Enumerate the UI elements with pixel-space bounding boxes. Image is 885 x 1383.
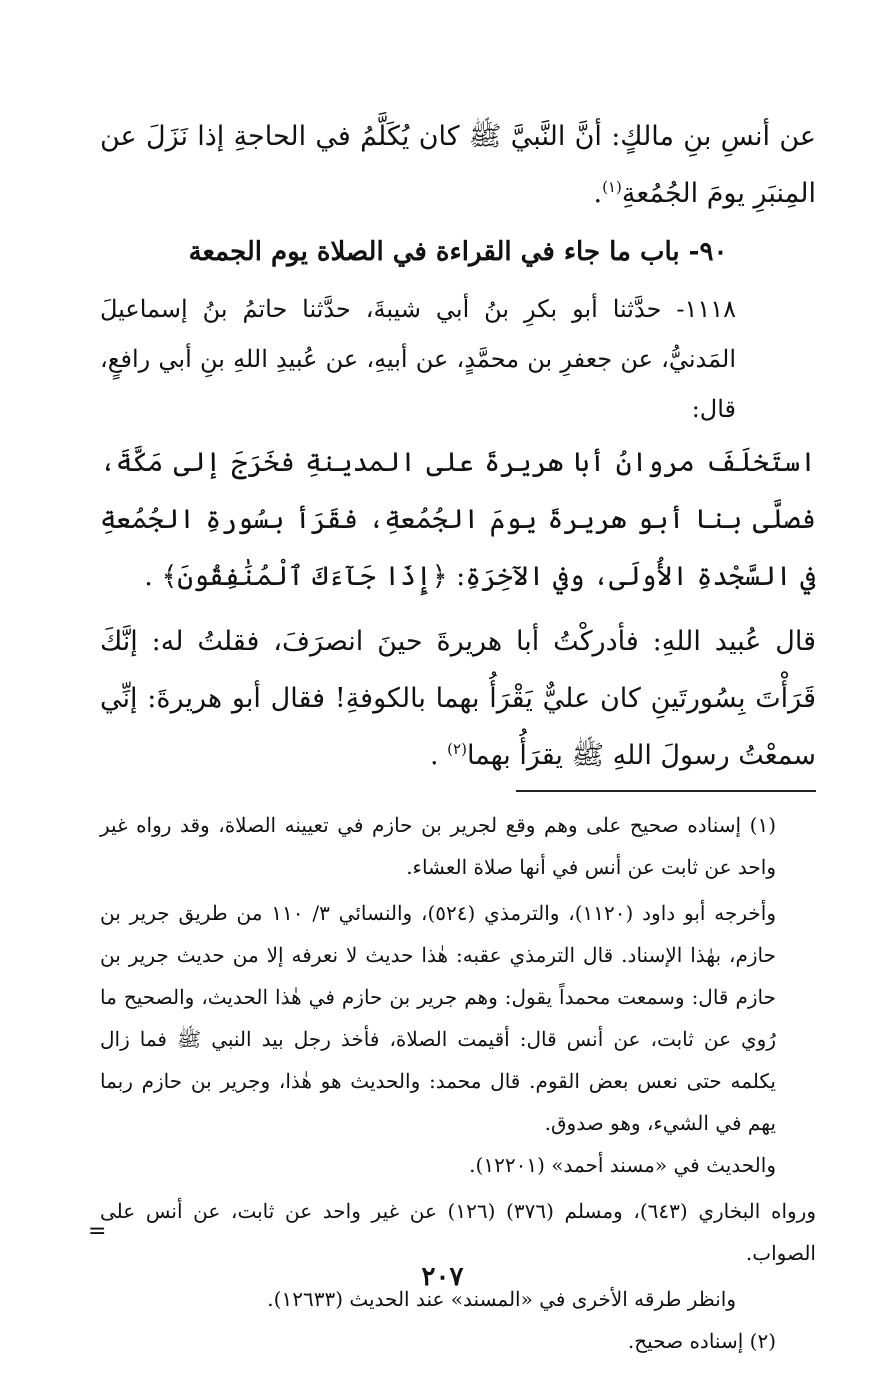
footnote-1-para-1: (١) إسناده صحيح على وهم وقع لجرير بن حازم في تعيينه الصلاة، وقد رواه غير واحد عن ثابت عن أنس في أنها صلاة العشاء.	[100, 813, 776, 879]
page-content	[100, 108, 816, 1362]
top-paragraph-end: .	[593, 178, 603, 209]
top-paragraph-text: عن أنسِ بنِ مالكٍ: أنَّ النَّبيَّ ﷺ كان يُكَلَّمُ في الحاجةِ إذا نَزَلَ عن المِنبَرِ يومَ الجُمُعةِ	[100, 121, 816, 209]
hadith-matn-2-end: .	[429, 740, 439, 771]
footnote-separator	[100, 784, 816, 804]
page-number: ٢٠٧	[421, 1262, 464, 1292]
footnote-ref-2: (٢)	[447, 740, 467, 758]
continuation-mark: =	[88, 1219, 107, 1244]
footnote-1-para-4: ورواه البخاري (٦٤٣)، ومسلم (٣٧٦) (١٢٦) عن غير واحد عن ثابت، عن أنس على الصواب.	[100, 1199, 816, 1265]
footnote-ref-1: (١)	[602, 178, 622, 196]
top-paragraph	[100, 108, 816, 222]
footnote-1-para-5: وانظر طرقه الأخرى في «المسند» عند الحديث (١٢٦٣٣).	[267, 1287, 736, 1311]
hadith-isnad: ١١١٨- حدَّثنا أبو بكرِ بنُ أبي شيبةَ، حدَّثنا حاتمُ بنُ إسماعيلَ المَدنيُّ، عن جعفرِ بن محمَّدٍ، عن أبيهِ، عن عُبيدِ اللهِ بنِ أبي رافعٍ، قال:	[100, 295, 736, 423]
footnote-2: (٢) إسناده صحيح.	[627, 1329, 776, 1353]
hadith-matn-2	[100, 613, 816, 784]
footnote-1-para-2: وأخرجه أبو داود (١١٢٠)، والترمذي (٥٢٤)، والنسائي ٣/ ١١٠ من طريق جرير بن حازم، بهٰذا الإسناد. قال الترمذي عقبه: هٰذا حديث لا نعرفه إلا من حديث جرير بن حازم قال: وسمعت محمداً يقول: وهم جرير بن حازم في هٰذا الحديث، والصحيح ما رُوي عن ثابت، عن أنس قال: أقيمت الصلاة، فأخذ رجل بيد النبي ﷺ فما زال يكلمه حتى نعس بعض القوم. قال محمد: والحديث هو هٰذا، وجرير بن حازم ربما يهم في الشيء، وهو صدوق.	[100, 901, 776, 1135]
hadith-matn-1: استَخلَفَ مروانُ أبا هريرةَ على المدينةِ فخَرَجَ إلى مَكَّةَ، فصلَّى بنا أبو هريرةَ يومَ الجُمُعةِ، فقَرَأ بسُورةِ الجُمُعةِ في السَّجْدةِ الأُولَى، وفي الآخِرَةِ: ﴿إِذَا جَآءَكَ ٱلْمُنَٰفِقُونَ﴾ .	[100, 447, 816, 592]
hadith-matn-2-text: قال عُبيد اللهِ: فأدركْتُ أبا هريرةَ حينَ انصرَفَ، فقلتُ له: إنَّكَ قَرَأْتَ بِسُورتَينِ كان عليٌّ يَقْرَأُ بهما بالكوفةِ! فقال أبو هريرةَ: إنِّي سمعْتُ رسولَ اللهِ ﷺ يقرَأُ بهما	[100, 626, 816, 771]
footnote-1-para-3: والحديث في «مسند أحمد» (١٢٢٠١).	[469, 1153, 776, 1177]
chapter-heading: ٩٠- باب ما جاء في القراءة في الصلاة يوم الجمعة	[188, 237, 728, 267]
footnote-rule	[516, 790, 816, 792]
